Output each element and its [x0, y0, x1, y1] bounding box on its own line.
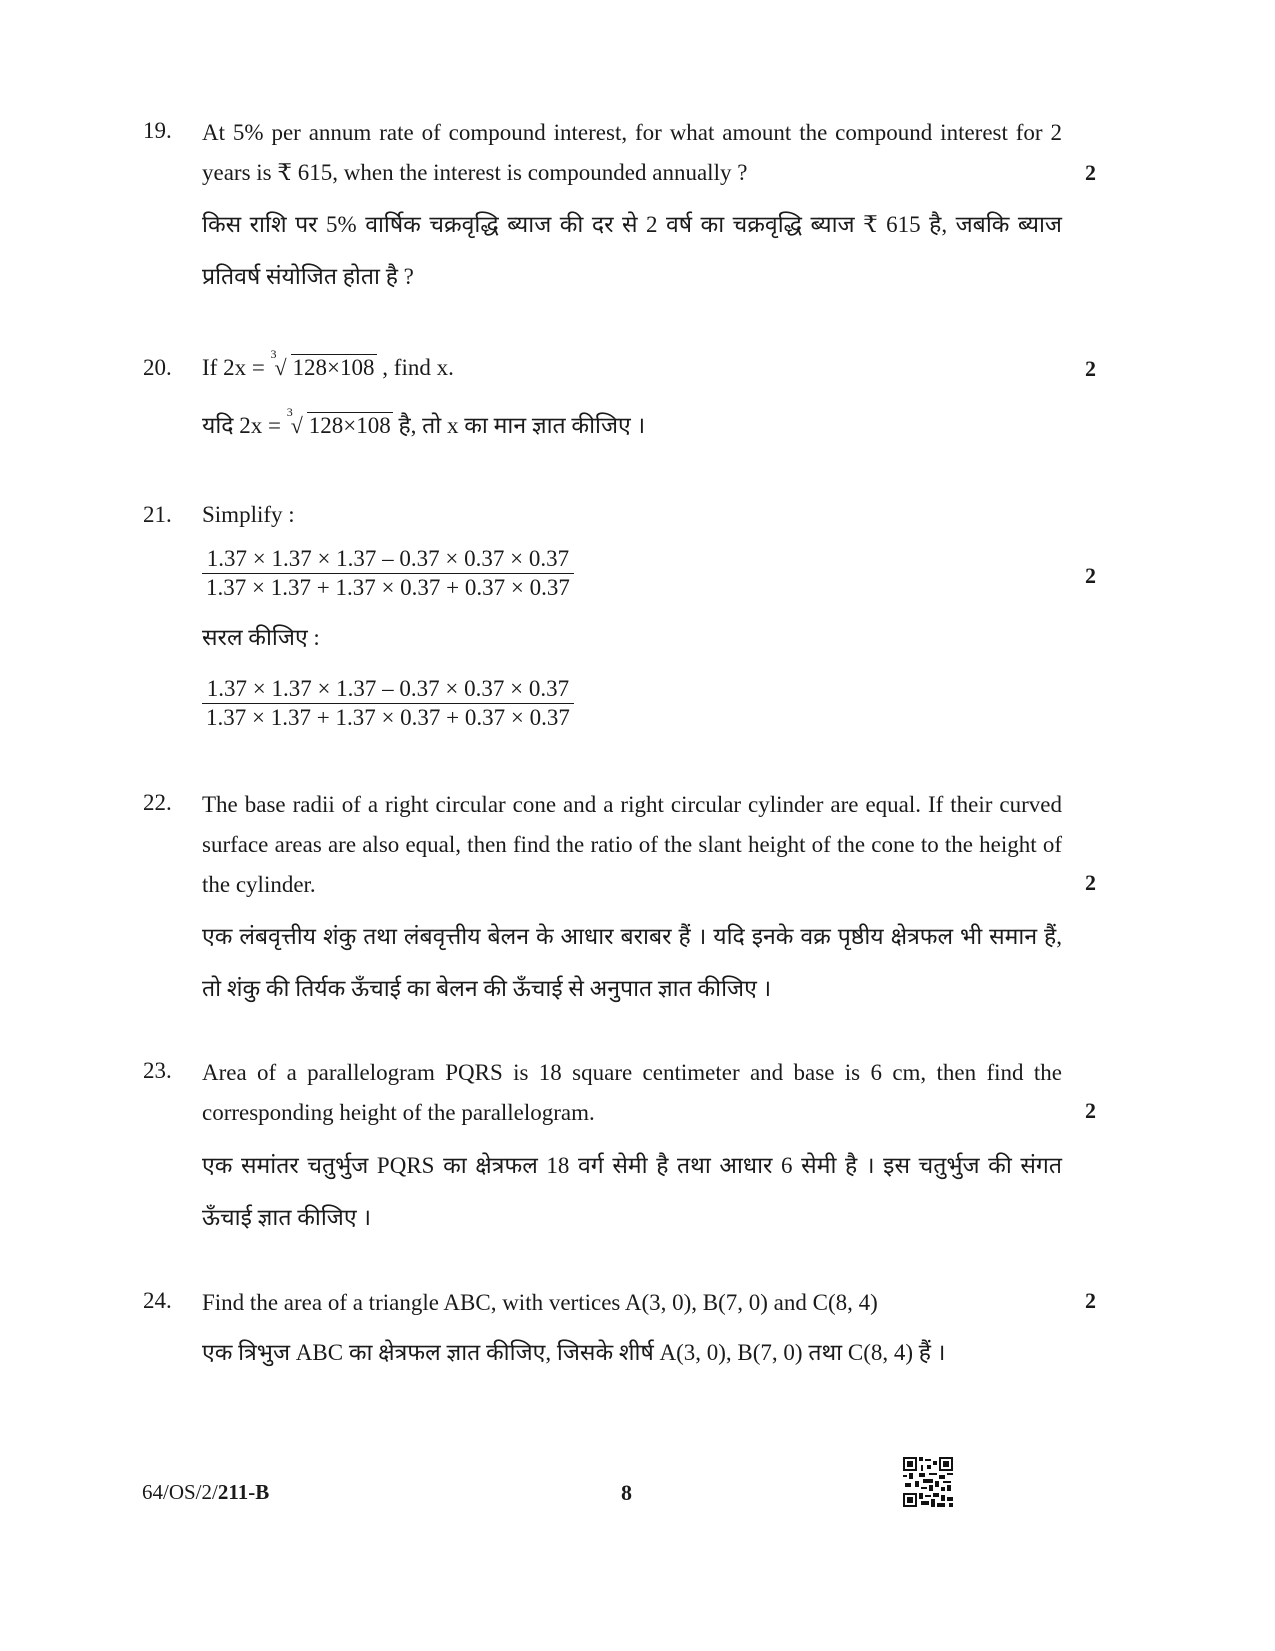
denominator: 1.37 × 1.37 + 1.37 × 0.37 + 0.37 × 0.37: [206, 575, 570, 600]
marks: 2: [1085, 1288, 1096, 1313]
question-text-english: At 5% per annum rate of compound interest, for what amount the compound interest for 2 years is ₹ 615, when the interest is compounded annually ?: [202, 120, 1062, 185]
question-text-english: If 2x = 3 √ 128×108 , find x.: [202, 347, 454, 380]
numerator: 1.37 × 1.37 × 1.37 – 0.37 × 0.37 × 0.37: [202, 675, 574, 704]
question-text-english: The base radii of a right circular cone and a right circular cylinder are equal. If their curved surface areas are also equal, then find the ratio of the slant height of the cone to the height of the cylinder.: [202, 792, 1062, 897]
question-number: 23.: [143, 1058, 172, 1083]
question-text-english: Simplify :: [202, 502, 295, 527]
marks: 2: [1085, 563, 1096, 588]
question-number: 21.: [143, 502, 172, 527]
denominator: 1.37 × 1.37 + 1.37 × 0.37 + 0.37 × 0.37: [206, 705, 570, 730]
cube-root: 3 √ 128×108: [286, 405, 391, 438]
marks: 2: [1085, 160, 1096, 185]
marks: 2: [1085, 1098, 1096, 1123]
question-text-english: Find the area of a triangle ABC, with vertices A(3, 0), B(7, 0) and C(8, 4): [202, 1290, 878, 1315]
marks: 2: [1085, 870, 1096, 895]
question-number: 20.: [143, 355, 172, 380]
marks: 2: [1085, 356, 1096, 381]
fraction-expression: [202, 545, 574, 602]
qr-code-icon: [903, 1457, 953, 1507]
question-number: 24.: [143, 1288, 172, 1313]
question-text-hindi: एक समांतर चतुर्भुज PQRS का क्षेत्रफल 18 वर्ग सेमी है तथा आधार 6 सेमी है । इस चतुर्भुज की संगत ऊँचाई ज्ञात कीजिए ।: [202, 1153, 1062, 1230]
question-text-hindi: सरल कीजिए :: [202, 625, 320, 650]
question-text-english: Area of a parallelogram PQRS is 18 square centimeter and base is 6 cm, then find the corresponding height of the parallelogram.: [202, 1060, 1062, 1125]
question-number: 22.: [143, 790, 172, 815]
cube-root: 3 √ 128×108: [270, 347, 375, 380]
page-number: 8: [621, 1480, 632, 1505]
question-number: 19.: [143, 118, 172, 143]
question-text-hindi: एक लंबवृत्तीय शंकु तथा लंबवृत्तीय बेलन के आधार बराबर हैं । यदि इनके वक्र पृष्ठीय क्षेत्रफल भी समान हैं, तो शंकु की तिर्यक ऊँचाई का बेलन की ऊँचाई से अनुपात ज्ञात कीजिए ।: [202, 924, 1062, 1001]
question-text-hindi: एक त्रिभुज ABC का क्षेत्रफल ज्ञात कीजिए, जिसके शीर्ष A(3, 0), B(7, 0) तथा C(8, 4) हैं ।: [202, 1340, 946, 1365]
paper-code: 64/OS/2/211-B: [142, 1480, 270, 1504]
question-text-hindi: किस राशि पर 5% वार्षिक चक्रवृद्धि ब्याज की दर से 2 वर्ष का चक्रवृद्धि ब्याज ₹ 615 है, जबकि ब्याज प्रतिवर्ष संयोजित होता है ?: [202, 212, 1062, 289]
question-text-hindi: यदि 2x = 3 √ 128×108 है, तो x का मान ज्ञात कीजिए ।: [202, 405, 646, 438]
fraction-expression: [202, 675, 574, 732]
numerator: 1.37 × 1.37 × 1.37 – 0.37 × 0.37 × 0.37: [202, 545, 574, 574]
